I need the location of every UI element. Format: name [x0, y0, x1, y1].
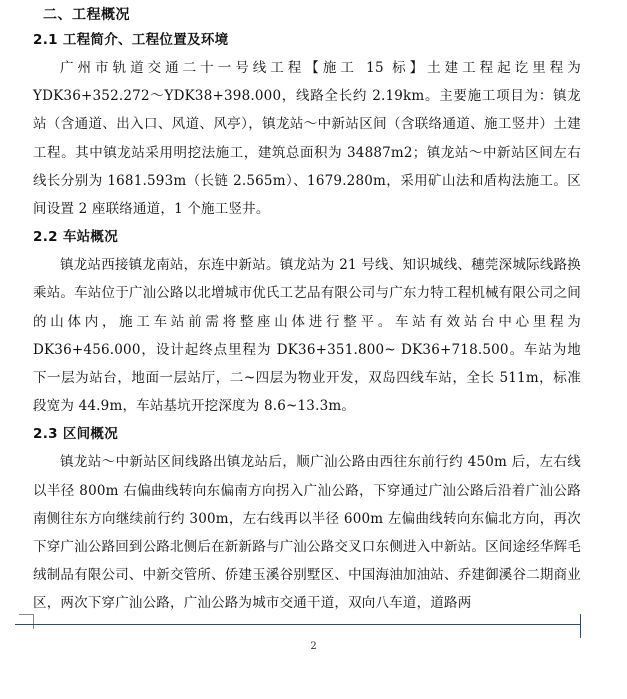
page-corner-mark-right — [580, 614, 581, 638]
section-heading: 二、工程概况 — [43, 7, 130, 23]
subsection-heading-2-3: 2.3 区间概况 — [33, 426, 119, 443]
page-content — [33, 4, 581, 618]
paragraph-project-intro: 广州市轨道交通二十一号线工程【施工 15 标】土建工程起讫里程为 YDK36+352.272～YDK38+398.000，线路全长约 2.19km。主要施工项目为：镇龙站（含通道、出入口、风道、风亭），镇龙站～中新站区间（含联络通道、施工竖井）土建工程。其中镇龙站采用明挖法施工，建筑总面积为 34887m2；镇龙站～中新站区间左右线长分别为 1681.593m（长链 2.565m）、1679.280m，采用矿山法和盾构法施工。区间设置 2 座联络通道，1 个施工竖井。 — [33, 60, 581, 218]
subsection-heading-2-1: 2.1 工程简介、工程位置及环境 — [33, 32, 229, 48]
page-number: 2 — [310, 641, 317, 652]
subsection-heading-2-2: 2.2 车站概况 — [33, 229, 119, 246]
page-corner-mark-left — [19, 614, 34, 629]
footer-rule — [15, 624, 581, 625]
paragraph-interval-overview: 镇龙站～中新站区间线路出镇龙站后，顺广汕公路由西往东前行约 450m 后，左右线以半径 800m 右偏曲线转向东偏南方向拐入广汕公路，下穿通过广汕公路后沿着广汕公路南侧往东方向继续前行约 300m，左右线再以半径 600m 左偏曲线转向东偏北方向，再次下穿广汕公路回到公路北侧后在新新路与广汕公路交叉口东侧进入中新站。区间途经华辉毛绒制品有限公司、中新交管所、侨建玉溪谷别墅区、中国海油加油站、乔建御溪谷二期商业区，两次下穿广汕公路，广汕公路为城市交通干道，双向八车道，道路两 — [33, 454, 581, 612]
paragraph-station-overview: 镇龙站西接镇龙南站，东连中新站。镇龙站为 21 号线、知识城线、穗莞深城际线路换乘站。车站位于广汕公路以北增城市优氏工艺品有限公司与广东力特工程机械有限公司之间的山体内，施工车站前需将整座山体进行整平。车站有效站台中心里程为 DK36+456.000，设计起终点里程为 DK36+351.800~ DK36+718.500。车站为地下一层为站台，地面一层站厅，二~四层为物业开发，双岛四线车站，全长 511m，标准段宽为 44.9m，车站基坑开挖深度为 8.6~13.3m。 — [33, 257, 581, 415]
